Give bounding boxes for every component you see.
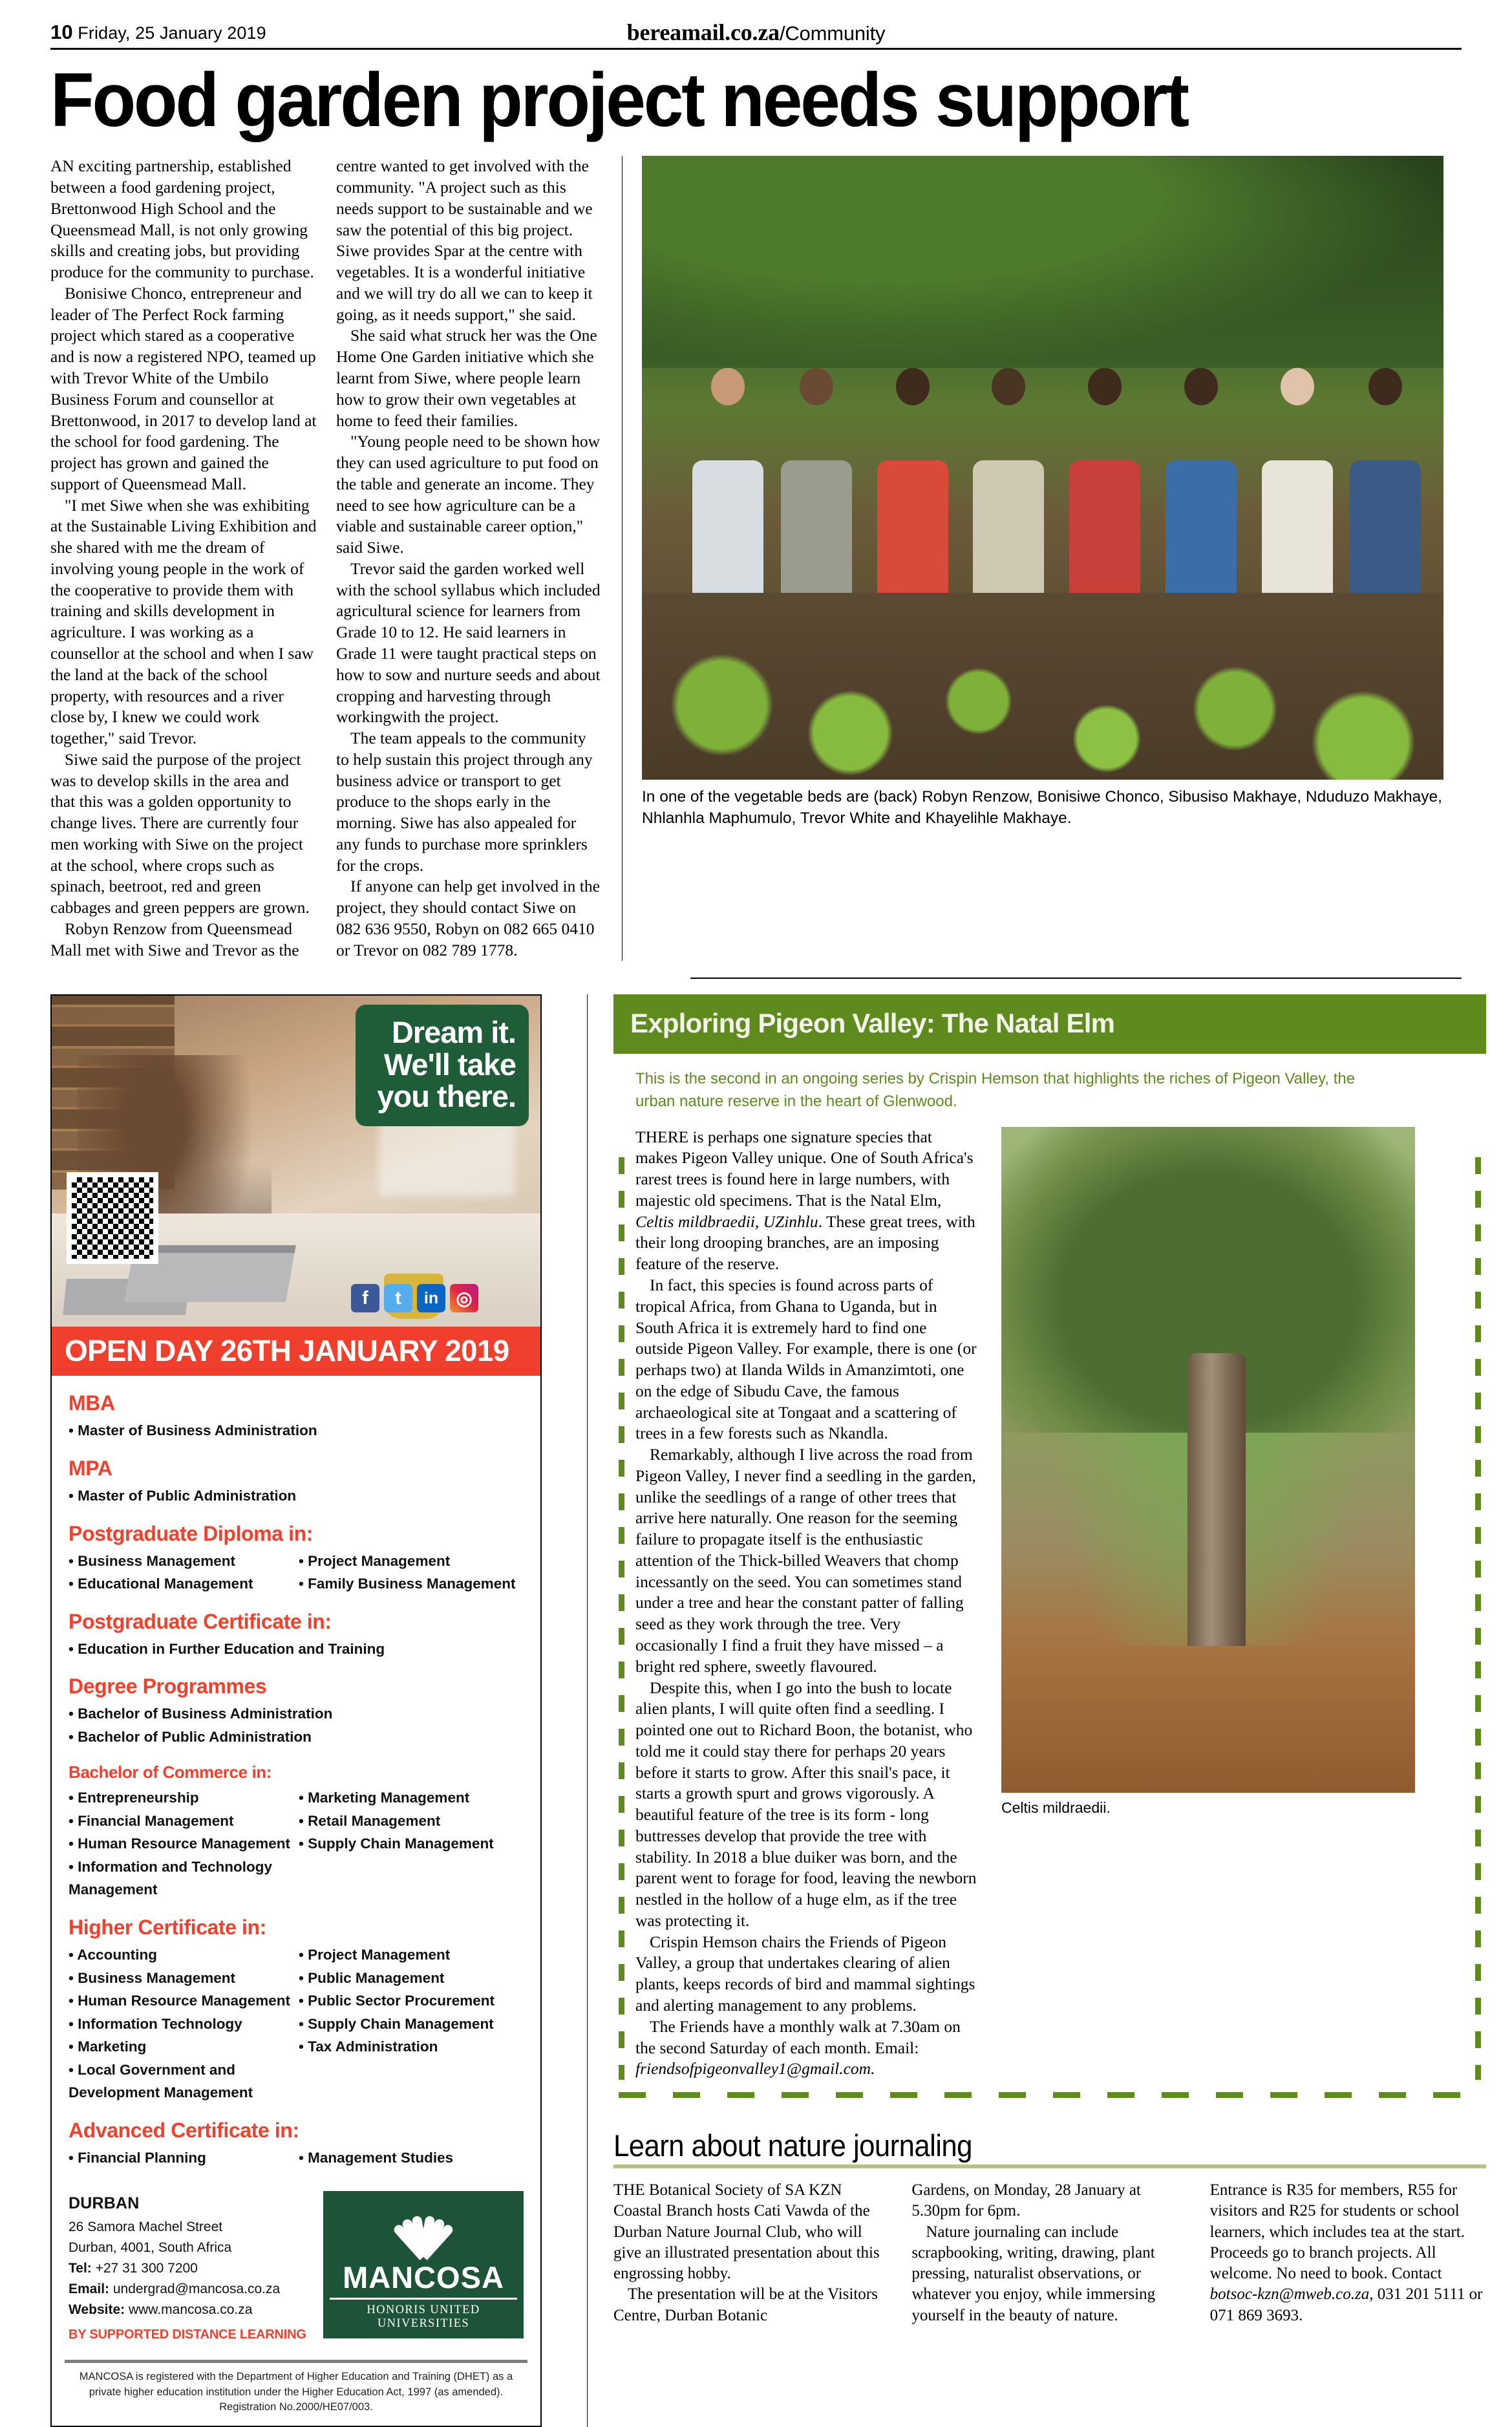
programme-item: • Local Government and Development Management <box>69 2058 293 2104</box>
issue-date: Friday, 25 January 2019 <box>78 23 266 43</box>
programme-item: • Master of Business Administration <box>69 1419 524 1442</box>
website-label: Website: <box>69 2302 125 2318</box>
programme-item: • Financial Management <box>69 1810 293 1833</box>
website-domain[interactable]: bereamail.co.za <box>626 19 780 45</box>
qr-code[interactable] <box>69 1174 156 1262</box>
right-column <box>613 994 1486 2426</box>
tagline-line-2: We'll take <box>383 1047 516 1082</box>
nature-journaling-paragraph: Nature journaling can include scrapbooking, writing, drawing, plant pressing, naturalist observations, or whatever you enjoy, while immersing yourself in the beauty of nature. <box>911 2223 1156 2324</box>
pigeon-valley-standfirst: This is the second in an ongoing series by Crispin Hemson that highlights the riches of Pigeon Valley, the urban nature reserve in the heart of Glenwood. <box>635 1070 1356 1110</box>
pigeon-valley-paragraph: Crispin Hemson chairs the Friends of Pigeon Valley, a group that undertakes clearing of alien plants, keeps records of bird and mammal sightings and alerting management to any problems. <box>635 1932 975 2015</box>
lead-photo-block <box>642 156 1443 961</box>
email-value[interactable]: undergrad@mancosa.co.za <box>109 2282 281 2297</box>
section-divider-rule <box>690 978 1462 979</box>
pigeon-valley-paragraph: In fact, this species is found across parts of tropical Africa, from Ghana to Uganda, but in South Africa it is extremely hard to find one outside Pigeon Valley. For example, there is one (or perhaps two) at Ilanda Wilds in Amanzimtoti, one on the edge of Sibudu Cave, the famous archaeological site at Tongaat and a scattering of trees in a few forests such as Nkandla. <box>635 1275 977 1443</box>
nature-journaling-rule <box>613 2165 1486 2168</box>
programme-item: • Bachelor of Business Administration <box>69 1702 524 1726</box>
tel-label: Tel: <box>69 2261 92 2276</box>
programme-list <box>69 1943 524 2104</box>
programme-item: • Supply Chain Management <box>299 1832 524 1855</box>
pigeon-valley-paragraph: The Friends have a monthly walk at 7.30am on the second Saturday of each month. Email: friendsofpigeonvalley1@gmail.com. <box>635 2016 961 2079</box>
nature-journaling-paragraph: Gardens, on Monday, 28 January at 5.30pm for 6pm. <box>911 2181 1141 2220</box>
programme-list <box>69 1419 524 1442</box>
nature-journaling-title: Learn about nature journaling <box>613 2128 972 2163</box>
instagram-icon[interactable]: ◎ <box>450 1284 478 1312</box>
nature-journaling-columns <box>613 2180 1486 2326</box>
nature-journaling-paragraph: THE Botanical Society of SA KZN Coastal Branch hosts Cati Vawda of the Durban Nature Journal Club, who will give an illustrated presentation about this engrossing hobby. <box>613 2181 880 2283</box>
lead-paragraph: Trevor said the garden worked well with the school syllabus which included agricultural science for learners from Grade 10 to 12. He said learners in Grade 11 were taught practical steps on how to sow and nurture seeds and about cropping and harvesting through workingwith the project. <box>336 559 601 727</box>
lead-story <box>50 156 1462 961</box>
lead-paragraph: "Young people need to be shown how they can used agriculture to put food on the table and generate an income. They need to see how agriculture can be a viable and sustainable career option," said Siwe. <box>336 432 601 557</box>
lead-column-1 <box>50 156 317 961</box>
programme-heading: Postgraduate Certificate in: <box>69 1609 332 1633</box>
lead-paragraph: Siwe said the purpose of the project was to develop skills in the area and that this was a golden opportunity to change lives. There are currently four men working with Siwe on the project at the school, where crops such as spinach, beetroot, red and green cabbages and green peppers are grown. <box>50 749 310 917</box>
programme-heading: MBA <box>69 1391 115 1415</box>
programme-list <box>69 2146 524 2170</box>
programme-heading: Advanced Certificate in: <box>69 2118 299 2142</box>
ad-contact-block <box>69 2191 524 2344</box>
contact-details <box>69 2191 314 2344</box>
dashed-border-right <box>1475 1157 1481 2080</box>
lower-section <box>50 994 1483 2426</box>
programme-item: • Bachelor of Public Administration <box>69 1726 524 1749</box>
vegetable-bed <box>642 593 1443 780</box>
programme-item: • Supply Chain Management <box>299 2013 524 2036</box>
ad-programmes <box>52 1376 540 2174</box>
mancosa-logo <box>323 2191 524 2338</box>
contact-street: 26 Samora Machel Street <box>69 2219 223 2235</box>
programme-list <box>69 1702 524 1748</box>
natal-elm-caption: Celtis mildraedii. <box>1001 1799 1111 1816</box>
lead-paragraph: If anyone can help get involved in the project, they should contact Siwe on 082 636 9550, Robyn on 082 665 0410 or Trevor on 082 789 1778. <box>336 877 600 959</box>
programme-list <box>69 1484 524 1508</box>
lead-photo-caption: In one of the vegetable beds are (back) Robyn Renzow, Bonisiwe Chonco, Sibusiso Makhaye, Nduduzo Makhaye, Nhlanhla Maphumulo, Trevor White and Khayelihle Makhaye. <box>642 788 1442 828</box>
open-day-banner: OPEN DAY 26TH JANUARY 2019 <box>52 1327 540 1376</box>
contact-city-line: Durban, 4001, South Africa <box>69 2240 232 2256</box>
mancosa-leaf-icon <box>385 2201 462 2257</box>
nature-journaling-paragraph: Entrance is R35 for members, R55 for visitors and R25 for students or school learners, which includes tea at the start. Proceeds go to branch projects. All welcome. No need to book. Contact botsoc-kzn@mweb.co.za, 031 201 5111 or 071 869 3693. <box>1209 2181 1483 2324</box>
masthead-rule <box>50 48 1462 50</box>
programme-item: • Business Management <box>69 1967 293 1990</box>
programme-item: • Project Management <box>299 1550 524 1573</box>
website-section[interactable]: /Community <box>779 22 886 45</box>
distance-learning-note: BY SUPPORTED DISTANCE LEARNING <box>69 2327 306 2342</box>
mancosa-tagline: HONORIS UNITED UNIVERSITIES <box>367 2304 480 2331</box>
masthead <box>50 0 1462 47</box>
natal-elm-photo <box>1001 1127 1415 1793</box>
programme-item: • Human Resource Management <box>69 1832 293 1855</box>
ad-fine-print: MANCOSA is registered with the Department of Higher Education and Training (DHET) as a private higher education institution under the Higher Education Act, 1997 (as amended). Registration No.2000/HE07/003. <box>79 2371 513 2413</box>
programme-item: • Entrepreneurship <box>69 1786 293 1810</box>
programme-item: • Accounting <box>69 1943 293 1967</box>
programme-item: • Management Studies <box>299 2146 524 2170</box>
pigeon-valley-paragraph: THERE is perhaps one signature species that makes Pigeon Valley unique. One of South Africa's rarest trees is found here in large numbers, with majestic old specimens. That is the Natal Elm, Celtis mildbraedii, UZinhlu. These great trees, with their long drooping branches, are an imposing feature of the reserve. <box>635 1127 975 1274</box>
programme-item: • Educational Management <box>69 1572 293 1596</box>
pigeon-valley-body <box>635 1127 978 2080</box>
nature-journaling-story <box>613 2128 1486 2326</box>
programme-item: • Public Sector Procurement <box>299 1989 524 2013</box>
programme-item: • Human Resource Management <box>69 1989 293 2013</box>
pigeon-valley-paragraph: Despite this, when I go into the bush to locate alien plants, I will quite often find a seedling. I pointed one out to Richard Boon, the botanist, who told me it could stay there for perhaps 20 years before it starts to grow. After this snail's pace, it starts a growth spurt and grows vigorously. A beautiful feature of the tree is its form - long buttresses develop that provide the tree with stability. In 2018 a blue duiker was born, and the parent went to forage for food, leaving the newborn nestled in the hollow of a huge elm, as if the tree was protecting it. <box>635 1678 977 1930</box>
nature-journaling-column <box>613 2180 889 2326</box>
mancosa-advertisement[interactable] <box>50 994 542 2426</box>
lower-column-divider <box>587 994 588 2426</box>
pigeon-valley-paragraph: Remarkably, although I live across the road from Pigeon Valley, I never find a seedling in the garden, unlike the seedlings of a range of other trees that arrive here naturally. One reason for the seeming failure to propagate itself is the enthusiastic attention of the Thick-billed Weavers that chomp incessantly on the seed. You can sometimes stand under a tree and hear the constant patter of falling seed as they work through the tree. Very occasionally I find a fruit they have missed – a bright red sphere, sweetly flavoured. <box>635 1445 976 1676</box>
lead-column-2 <box>336 156 602 961</box>
tagline-line-1: Dream it. <box>391 1015 516 1050</box>
tagline-line-3: you there. <box>377 1079 516 1114</box>
lead-paragraph: Bonisiwe Chonco, entrepreneur and leader of The Perfect Rock farming project which stared as a cooperative and is now a registered NPO, teamed up with Trevor White of the Umbilo Business Forum and counsellor at Brettonwood, in 2017 to develop land at the school for food gardening. The project has grown and gained the support of Queensmead Mall. <box>50 283 317 493</box>
website-value[interactable]: www.mancosa.co.za <box>125 2302 253 2318</box>
social-icons[interactable] <box>351 1284 478 1312</box>
nature-journaling-paragraph: The presentation will be at the Visitors Centre, Durban Botanic <box>613 2285 878 2324</box>
facebook-icon[interactable]: f <box>351 1284 379 1312</box>
lead-paragraph: She said what struck her was the One Home One Garden initiative which she learnt from Siwe, where people learn how to grow their own vegetables at home to feed their families. <box>336 326 597 430</box>
programme-list <box>69 1786 524 1901</box>
lead-paragraph: AN exciting partnership, established between a food gardening project, Brettonwood High School and the Queensmead Mall, is not only growing skills and creating jobs, but providing produce for the community to purchase. <box>50 156 314 282</box>
dashed-border-left <box>619 1157 624 2080</box>
programme-item: • Business Management <box>69 1550 293 1573</box>
programme-item: • Master of Public Administration <box>69 1484 524 1508</box>
nature-journaling-column <box>911 2180 1187 2326</box>
programme-item: • Financial Planning <box>69 2146 293 2170</box>
programme-list <box>69 1638 524 1661</box>
programme-heading: Higher Certificate in: <box>69 1916 266 1940</box>
programme-item: • Information Technology <box>69 2013 293 2036</box>
programme-item: • Retail Management <box>299 1810 524 1833</box>
pigeon-valley-photo-block <box>1001 1127 1464 2080</box>
programme-item: • Marketing <box>69 2035 293 2058</box>
programme-item: • Tax Administration <box>299 2035 524 2058</box>
programme-heading: Bachelor of Commerce in: <box>69 1762 272 1782</box>
page-title: Food garden project needs support <box>50 58 1187 143</box>
dashed-border-bottom <box>619 2092 1481 2098</box>
programme-heading: MPA <box>69 1457 112 1480</box>
programme-heading: Postgraduate Diploma in: <box>69 1521 313 1545</box>
lead-paragraph: The team appeals to the community to help sustain this project through any business advice or transport to get produce to the shops early in the morning. Siwe has also appealed for any funds to purchase more sprinklers for the crops. <box>336 729 593 875</box>
column-divider <box>622 156 623 961</box>
programme-list <box>69 1550 524 1596</box>
contact-city: DURBAN <box>69 2194 140 2213</box>
programme-item: • Public Management <box>299 1967 524 1990</box>
ad-hero-image <box>52 996 540 1327</box>
lead-photo <box>642 156 1443 780</box>
programme-item: • Project Management <box>299 1943 524 1967</box>
lead-paragraph: Robyn Renzow from Queensmead Mall met with Siwe and Trevor as the <box>50 919 299 959</box>
page-number: 10 <box>50 21 73 43</box>
pigeon-valley-feature <box>613 994 1486 2106</box>
mancosa-wordmark: MANCOSA <box>330 2260 517 2300</box>
pigeon-valley-title: Exploring Pigeon Valley: The Natal Elm <box>613 994 1486 1054</box>
programme-item: • Family Business Management <box>299 1572 524 1596</box>
programme-item: • Marketing Management <box>299 1786 524 1810</box>
programme-heading: Degree Programmes <box>69 1674 267 1698</box>
programme-item: • Education in Further Education and Training <box>69 1638 524 1661</box>
email-label: Email: <box>69 2282 110 2297</box>
ad-tagline <box>356 1005 529 1126</box>
lead-paragraph: centre wanted to get involved with the community. "A project such as this needs support to be sustainable and we saw the potential of this big project. Siwe provides Spar at the centre with vegetables. It is a wonderful initiative and we will try do all we can to keep it going, as it needs support," she said. <box>336 156 593 324</box>
masthead-website <box>50 19 1462 46</box>
lead-paragraph: "I met Siwe when she was exhibiting at the Sustainable Living Exhibition and she shared with me the dream of involving young people in the work of the cooperative to provide them with training and skills development in agriculture. I was working as a counsellor at the school and when I saw the land at the back of the school property, with resources and a river close by, I knew we could work together," said Trevor. <box>50 495 317 748</box>
programme-item: • Information and Technology Management <box>69 1855 293 1901</box>
linkedin-icon[interactable]: in <box>417 1284 445 1312</box>
tel-value: +27 31 300 7200 <box>91 2261 198 2276</box>
nature-journaling-column <box>1210 2180 1486 2326</box>
ad-footer-rule <box>65 2360 527 2363</box>
twitter-icon[interactable]: t <box>384 1284 412 1312</box>
